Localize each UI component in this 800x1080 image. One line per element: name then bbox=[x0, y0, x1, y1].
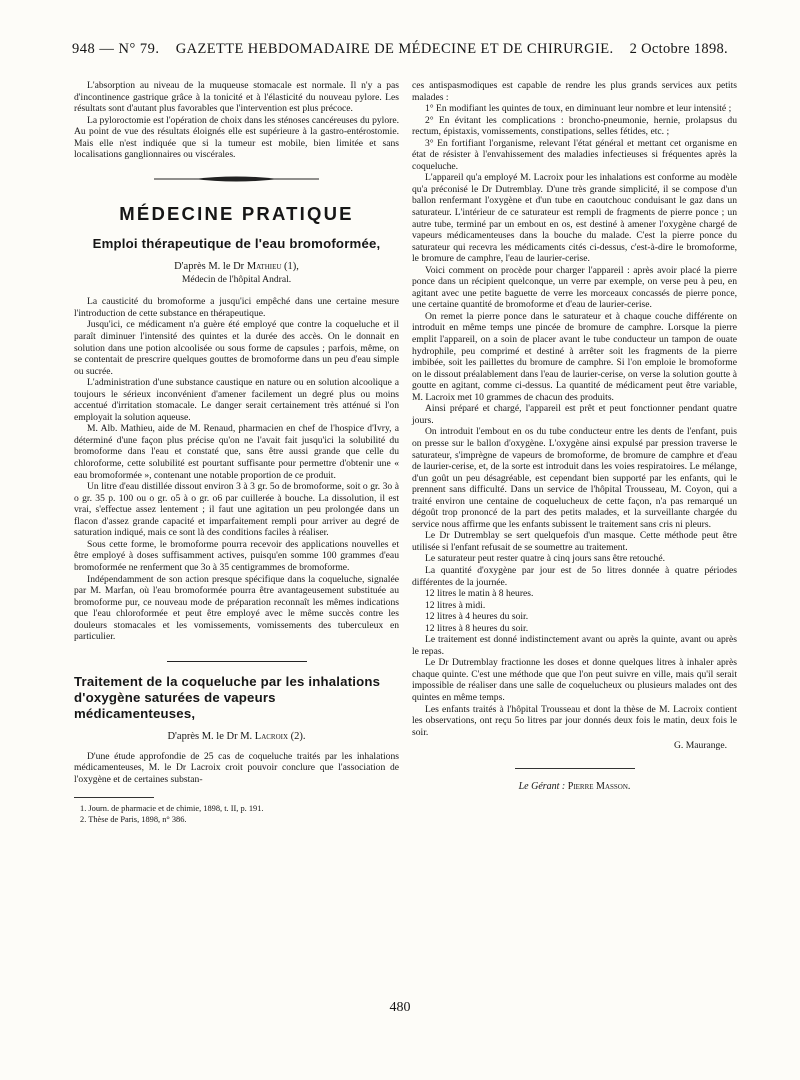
schedule-line: 12 litres à midi. bbox=[425, 599, 486, 611]
paragraph: Le Dr Dutremblay fractionne les doses et donne quelques litres à inhaler après chaque quinte. C'est une méthode que que l'on peut suivre en ville, mais qu'il serait impossible de réaliser dans une salle de coquelucheux ou plusieurs malades ont des quintes en même temps. bbox=[412, 657, 737, 703]
article-title: Traitement de la coqueluche par les inhalations d'oxygène saturées de vapeurs médicamenteuses, bbox=[74, 673, 381, 721]
paragraph: Ainsi préparé et chargé, l'appareil est prêt et peut fonctionner pendant quatre jours. bbox=[412, 403, 737, 426]
schedule-line: 12 litres le matin à 8 heures. bbox=[425, 588, 534, 600]
section-title: MÉDECINE PRATIQUE bbox=[119, 203, 354, 225]
paragraph: M. Alb. Mathieu, aide de M. Renaud, pharmacien en chef de l'hospice d'Ivry, a déterminé d'une façon plus précise qu'on ne l'avait fait jusqu'ici la solubilité du bromoforme dans l'eau et constaté que, sans être aussi grande que celle du chloroforme, cette solubilité est pourtant suffisante pour permettre d'obtenir une « eau bromoformée », contenant une notable proportion de ce produit. bbox=[74, 423, 399, 481]
schedule-line: 12 litres à 4 heures du soir. bbox=[425, 611, 529, 623]
journal-title: GAZETTE HEBDOMADAIRE DE MÉDECINE ET DE CHIRURGIE. bbox=[175, 41, 614, 57]
paragraph: L'appareil qu'a employé M. Lacroix pour les inhalations est conforme au modèle qu'a préconisé le Dr Dutremblay. D'une très grande simplicité, il se compose d'un ballon renfermant l'oxygène et d'un tube en caoutchouc conduisant le gaz dans un saturateur. L'intérieur de ce saturateur est rempli de fragments de pierre ponce ; un autre tube, terminé par un embout en os, est destiné à amener l'oxygène chargé de vapeurs médicamenteuses dans la bouche du malade. C'est la pierre ponce du saturateur qui recevra les médicaments cités ci-dessus, c'est-à-dire le bromoforme, le bromure de camphre, l'eau de laurier-cerise. bbox=[412, 172, 737, 265]
left-column bbox=[74, 80, 399, 825]
page-number: 948 — N° 79. bbox=[72, 41, 160, 57]
paragraph: L'absorption au niveau de la muqueuse stomacale est normale. Il n'y a pas d'incontinence gastrique grâce à la tonicité et à l'élasticité du nouveau pylore. Les résultats sont d'autant plus favorables que l'intervention est plus précoce. bbox=[74, 80, 399, 115]
paragraph: Les enfants traités à l'hôpital Trousseau et dont la thèse de M. Lacroix contient les observations, ont reçu 5o litres par jour donnés deux fois le matin, deux fois le soir. bbox=[412, 703, 737, 738]
list-item: 1° En modifiant les quintes de toux, en diminuant leur nombre et leur intensité ; bbox=[425, 103, 732, 115]
paragraph: Le saturateur peut rester quatre à cinq jours sans être retouché. bbox=[425, 553, 666, 565]
paragraph: Le Dr Dutremblay se sert quelquefois d'un masque. Cette méthode peut être utilisée si l'enfant refusait de se soumettre au traitement. bbox=[412, 530, 737, 553]
paragraph: La causticité du bromoforme a jusqu'ici empêché dans une certaine mesure l'introduction de cette substance en thérapeutique. bbox=[74, 296, 399, 319]
footnote: 2. Thèse de Paris, 1898, n° 386. bbox=[80, 815, 187, 825]
paragraph: On introduit l'embout en os du tube conducteur entre les dents de l'enfant, puis on presse sur le ballon d'oxygène. L'oxygène ainsi expulsé par pression traverse le saturateur, s'imprègne de vapeurs de bromoforme, de bromure de camphre et d'eau de laurier-cerise, et, de la sorte est introduit dans les voies respiratoires. Le mélange, d'un goût un peu désagréable, est cependant bien supporté par les enfants, qui le prennent sans difficulté. Dans un service de l'hôpital Trousseau, M. Coyon, qui a traité environ une centaine de coquelucheux de cette façon, n'a pas remarqué un dégoût trop prononcé de la part des petits malades, et la surveillante chargée du service nous affirme que les enfants subissent le traitement sans cris ni pleurs. bbox=[412, 426, 737, 530]
article-byline: D'après M. le Dr M. Lacroix (2). bbox=[167, 730, 306, 742]
gerant-rule bbox=[515, 768, 635, 769]
paragraph: On remet la pierre ponce dans le saturateur et à chaque couche différente on introduit en même temps une pincée de bromure de camphre. Lorsque la pierre emplit l'appareil, on a soin de placer avant le tube conducteur un tampon de ouate hydrophile, peu comprimé et destiné à arrêter soit les fragments de la pierre imbibée, soit les paillettes du bromure de camphre. Si l'on emploie le bromoforme on le dissout préalablement dans l'eau de laurier-cerise, on verse la solution goutte à goutte en agitant, comme ci-dessus. La quantité de médicament peut être variable, M. Lacroix met 10 grammes de chacun des produits. bbox=[412, 310, 737, 403]
section-rule bbox=[167, 661, 307, 662]
paragraph: Jusqu'ici, ce médicament n'a guère été employé que contre la coqueluche et il paraît diminuer l'intensité des quintes et la durée des accès. On le donnait en solution dans une potion alcoolisée ou sous forme de capsules ; parfois, même, on se contentait de prescrire quelques gouttes de bromoforme dans un peu d'eau simple ou sucrée. bbox=[74, 319, 399, 377]
paragraph: Indépendamment de son action presque spécifique dans la coqueluche, signalée par M. Marfan, où l'eau bromoformée pourra être avantageusement substituée au bromoforme pur, ce nouveau mode de préparation reconnaît les mêmes indications que l'eau chloroformée et peut être employé avec le même succès contre les douleurs stomacales et les vomissements, vomissements des tuberculeux en particulier. bbox=[74, 573, 399, 643]
paragraph: D'une étude approfondie de 25 cas de coqueluche traités par les inhalations médicamenteuses, M. le Dr Lacroix croit pouvoir conclure que l'association de l'oxygène et de certaines substan- bbox=[74, 750, 399, 785]
ornamental-divider bbox=[74, 173, 399, 185]
article-byline: D'après M. le Dr Mathieu (1), bbox=[174, 261, 299, 273]
paragraph: L'administration d'une substance caustique en nature ou en solution alcoolique a toujours le sérieux inconvénient d'amener facilement un degré plus ou moins accentué d'irritation stomacale. Le danger serait certainement très atténué si l'on employait la solution aqueuse. bbox=[74, 377, 399, 423]
list-item: 2° En évitant les complications : broncho-pneumonie, hernie, prolapsus du rectum, épistaxis, vomissements, constipations, selles fétides, etc. ; bbox=[412, 114, 737, 138]
author-name: Lacroix bbox=[254, 730, 289, 742]
paragraph: Voici comment on procède pour charger l'appareil : après avoir placé la pierre ponce dans un récipient quelconque, un verre par exemple, on verse peu à peu, en agitant avec une petite baguette de verre les morceaux concassés de pierre ponce, une certaine quantité de bromoforme et d'eau de laurier-cerise. bbox=[412, 264, 737, 311]
author-affiliation: Médecin de l'hôpital Andral. bbox=[181, 274, 292, 286]
running-header bbox=[72, 38, 728, 60]
footnote: 1. Journ. de pharmacie et de chimie, 1898, t. II, p. 191. bbox=[80, 804, 264, 814]
list-item: 3° En fortifiant l'organisme, relevant l'état général et mettant cet organisme en état de résister à l'envahissement des maladies infectieuses si fréquentes après la coqueluche. bbox=[412, 137, 737, 172]
right-column bbox=[412, 80, 737, 792]
footnote-rule bbox=[74, 797, 154, 798]
gerant-line: Le Gérant : Pierre Masson. bbox=[518, 780, 631, 792]
gerant-name: Pierre Masson. bbox=[567, 780, 631, 792]
author-name: Mathieu bbox=[246, 261, 282, 273]
paragraph: ces antispasmodiques est capable de rendre les plus grands services aux petits malades : bbox=[412, 80, 737, 103]
paragraph: Un litre d'eau distillée dissout environ 3 à 3 gr. 5o de bromoforme, soit o gr. 3o à o gr. 35 p. 100 ou o gr. o5 à o gr. o6 par cuillerée à bouche. La dissolution, il est vrai, s'effectue assez lentement ; il faut une agitation un peu prolongée dans un flacon d'assez grande capacité et imparfaitement rempli pour arriver au degré de saturation indiqué, mais ce sont là des conditions faciles à réaliser. bbox=[74, 481, 399, 539]
schedule-line: 12 litres à 8 heures du soir. bbox=[425, 622, 529, 634]
issue-date: 2 Octobre 1898. bbox=[629, 41, 728, 57]
paragraph: La quantité d'oxygène par jour est de 5o litres donnée à quatre périodes différentes de la journée. bbox=[412, 564, 737, 588]
paragraph: Sous cette forme, le bromoforme pourra recevoir des applications nouvelles et être employé à doses suffisamment actives, puisqu'en somme 100 grammes d'eau bromoformée ne renferment que 3o à 35 centigrammes de bromoforme. bbox=[74, 538, 399, 573]
folio-number: 480 bbox=[389, 1000, 411, 1015]
article-title: Emploi thérapeutique de l'eau bromoformée, bbox=[92, 236, 381, 252]
paragraph: Le traitement est donné indistinctement avant ou après la quinte, avant ou après le repas. bbox=[412, 634, 737, 657]
author-signature: G. Maurange. bbox=[673, 740, 727, 752]
paragraph: La pyloroctomie est l'opération de choix dans les sténoses cancéreuses du pylore. Au point de vue des résultats éloignés elle est supérieure à la gastro-entérostomie. Mais elle n'est indiquée que si la tumeur est mobile, bien limitée et sans localisations ganglionnaires ou viscérales. bbox=[74, 114, 399, 161]
